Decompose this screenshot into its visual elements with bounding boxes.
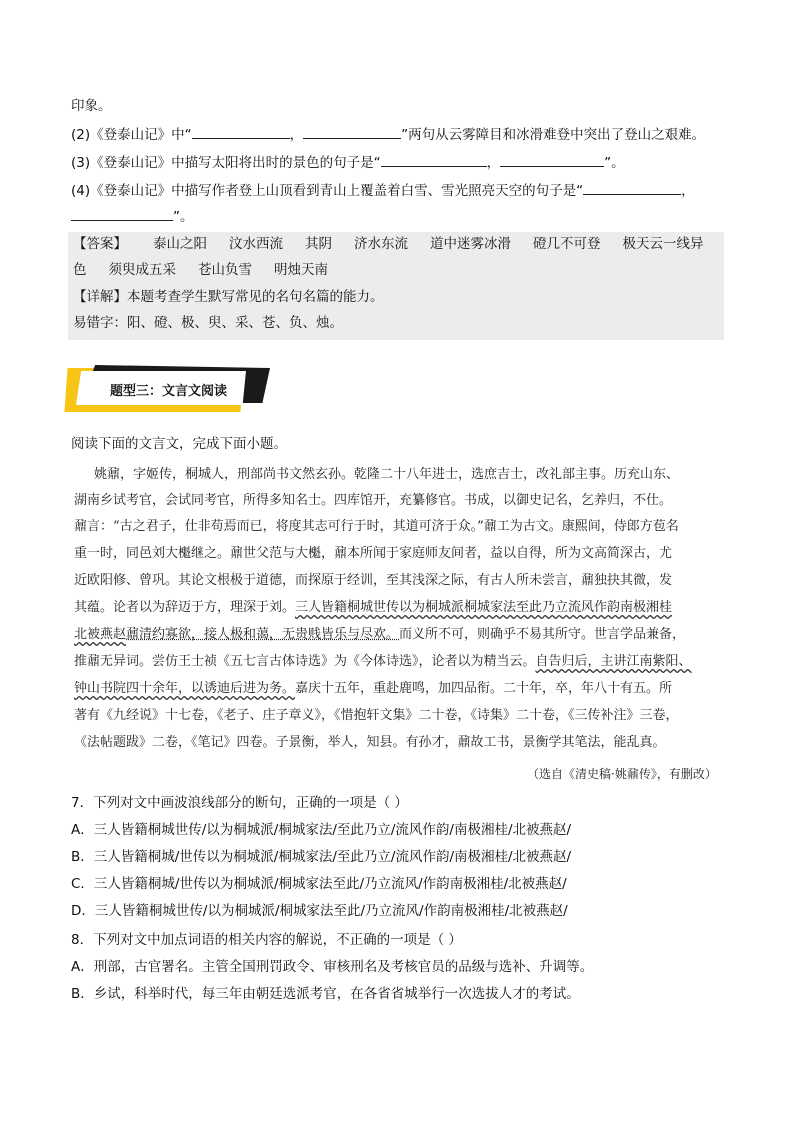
- q3-sep: ，: [486, 155, 501, 171]
- wavy-underlined-text: 三人皆籍桐城世传以为桐城派桐城家法至此乃立流风作韵南极湘桂: [295, 600, 673, 615]
- question-4: [71, 180, 695, 201]
- answer-line-1: [73, 234, 704, 254]
- answer-item: 极天云一线异: [622, 236, 704, 252]
- answer-label: 【答案】: [73, 236, 127, 252]
- q8-stem: 8．下列对文中加点词语的相关内容的解说，不正确的一项是（ ）: [71, 932, 462, 948]
- q8-option-b: B．乡试，科举时代，每三年由朝廷选派考官，在各省省城举行一次选拔人才的考试。: [71, 986, 580, 1002]
- passage-line: 《法帖题跋》二卷，《笔记》四卷。子景衡，举人，知县。有孙才，鼐故工书，景衡学其笔法，能乱真。: [74, 735, 666, 750]
- q3-prefix: (3)《登泰山记》中描写太阳将出时的景色的句子是“: [71, 155, 381, 171]
- answer-item: 泰山之阳: [153, 236, 207, 252]
- section-title: 题型三：文言文阅读: [110, 384, 228, 399]
- q8-option-a: A．刑部，古官署名。主管全国刑罚政令、审核刑名及考核官员的品级与选补、升调等。: [71, 959, 594, 975]
- passage-line-6: [74, 598, 672, 618]
- q2-suffix: ”两句从云雾障目和冰滑难登中突出了登山之艰难。: [401, 127, 706, 143]
- q3-blank-1: [381, 152, 487, 167]
- passage-text: 推鼐无异词。尝仿王士祯《五七言古体诗选》为《今体诗选》，论者以为精当云。: [74, 654, 536, 669]
- wavy-underlined-text: 北被燕赵: [74, 627, 127, 642]
- passage-line: 重一时，同邑刘大櫆继之。鼐世父范与大櫆，鼐本所闻于家庭师友间者，益以自得，所为文高简深古，尤: [74, 546, 673, 561]
- passage-text: 其蕴。论者以为辞迈于方，理深于刘。: [74, 600, 296, 615]
- q4-sep: ，: [681, 183, 695, 199]
- passage-text: 嘉庆十五年，重赴鹿鸣，加四品衔。二十年，卒，年八十有五。所: [295, 681, 673, 696]
- q2-blank-1: [192, 124, 290, 139]
- q2-sep: ，: [289, 127, 304, 143]
- answer-item: 须臾成五采: [108, 262, 176, 278]
- question-2: [71, 124, 705, 145]
- answer-item: 济水东流: [354, 236, 408, 252]
- passage-source: （选自《清史稿·姚鼐传》，有删改）: [527, 767, 717, 781]
- q7-option-c: C．三人皆籍桐城/世传以为桐城派/桐城家法至此/乃立流风/作韵南极湘桂/北被燕赵/: [71, 876, 567, 892]
- q7-stem: 7．下列对文中画波浪线部分的断句，正确的一项是（ ）: [71, 795, 408, 811]
- dotted-text: 鼐清约寡欲，接人极和蔼，无贵贱皆乐与尽欢。: [126, 627, 400, 642]
- passage-line-8: [74, 652, 692, 672]
- passage-text: 而义所不可，则确乎不易其所守。世言学品兼备，: [399, 627, 686, 642]
- q7-option-a: A．三人皆籍桐城世传/以为桐城派/桐城家法/至此乃立/流风作韵/南极湘桂/北被燕赵/: [71, 822, 572, 838]
- answer-item: 明烛天南: [274, 262, 328, 278]
- passage-line: 湖南乡试考官，会试同考官，所得多知名士。四库馆开，充纂修官。书成，以御史记名，乞养归，不仕。: [74, 493, 673, 508]
- section-banner: [66, 365, 256, 411]
- answer-line-2: [73, 260, 350, 280]
- q4-suffix: ”。: [173, 209, 194, 225]
- answer-item: 汶水西流: [229, 236, 283, 252]
- answer-item: 苍山负雪: [198, 262, 252, 278]
- q2-blank-2: [303, 124, 401, 139]
- question-4-cont: [71, 206, 194, 227]
- q7-option-b: B．三人皆籍桐城/世传以为桐城派/桐城家法/至此乃立/流风作韵/南极湘桂/北被燕赵/: [71, 849, 572, 865]
- answer-item: 磴几不可登: [533, 236, 601, 252]
- q3-suffix: ”。: [604, 155, 625, 171]
- answer-item: 色: [73, 262, 87, 278]
- q7-option-d: D．三人皆籍桐城世传/以为桐城派/桐城家法至此/乃立流风/作韵南极湘桂/北被燕赵/: [71, 903, 568, 919]
- underlined-text: 钟山书院四十余年，以诱迪后进为务。: [74, 681, 296, 696]
- passage-line: 鼐言：“古之君子，仕非苟焉而已，将度其志可行于时，其道可济于众。”鼐工为古文。康熙间，侍郎方苞名: [74, 519, 679, 534]
- passage-line: 近欧阳修、曾巩。其论文根极于道德，而探原于经训，至其浅深之际，有古人所未尝言，鼐独抉其微，发: [74, 573, 673, 588]
- reading-instruction: 阅读下面的文言文，完成下面小题。: [71, 436, 287, 452]
- passage-line: 著有《九经说》十七卷，《老子、庄子章义》，《惜抱轩文集》二十卷，《诗集》二十卷，《三传补注》三卷，: [74, 708, 679, 723]
- passage-line-9: [74, 679, 672, 699]
- question-3: [71, 152, 625, 173]
- continuation-text: 印象。: [71, 98, 112, 114]
- answer-item: 其阴: [305, 236, 332, 252]
- q4-blank-1: [583, 180, 681, 195]
- passage-line-7: [74, 625, 685, 645]
- answer-detail: 【详解】本题考查学生默写常见的名句名篇的能力。: [73, 289, 384, 305]
- answer-errors: 易错字：阳、磴、极、臾、采、苍、负、烛。: [73, 315, 343, 331]
- q4-blank-2: [71, 206, 173, 221]
- q3-blank-2: [500, 152, 604, 167]
- answer-item: 道中迷雾冰滑: [430, 236, 511, 252]
- q4-prefix: (4)《登泰山记》中描写作者登上山顶看到青山上覆盖着白雪、雪光照亮天空的句子是“: [71, 183, 584, 199]
- underlined-text: 自告归后，主讲江南紫阳、: [535, 654, 692, 669]
- q2-prefix: (2)《登泰山记》中“: [71, 127, 192, 143]
- passage-line: 姚鼐，字姬传，桐城人，刑部尚书文然玄孙。乾隆二十八年进士，选庶吉士，改礼部主事。历充山东、: [94, 467, 680, 482]
